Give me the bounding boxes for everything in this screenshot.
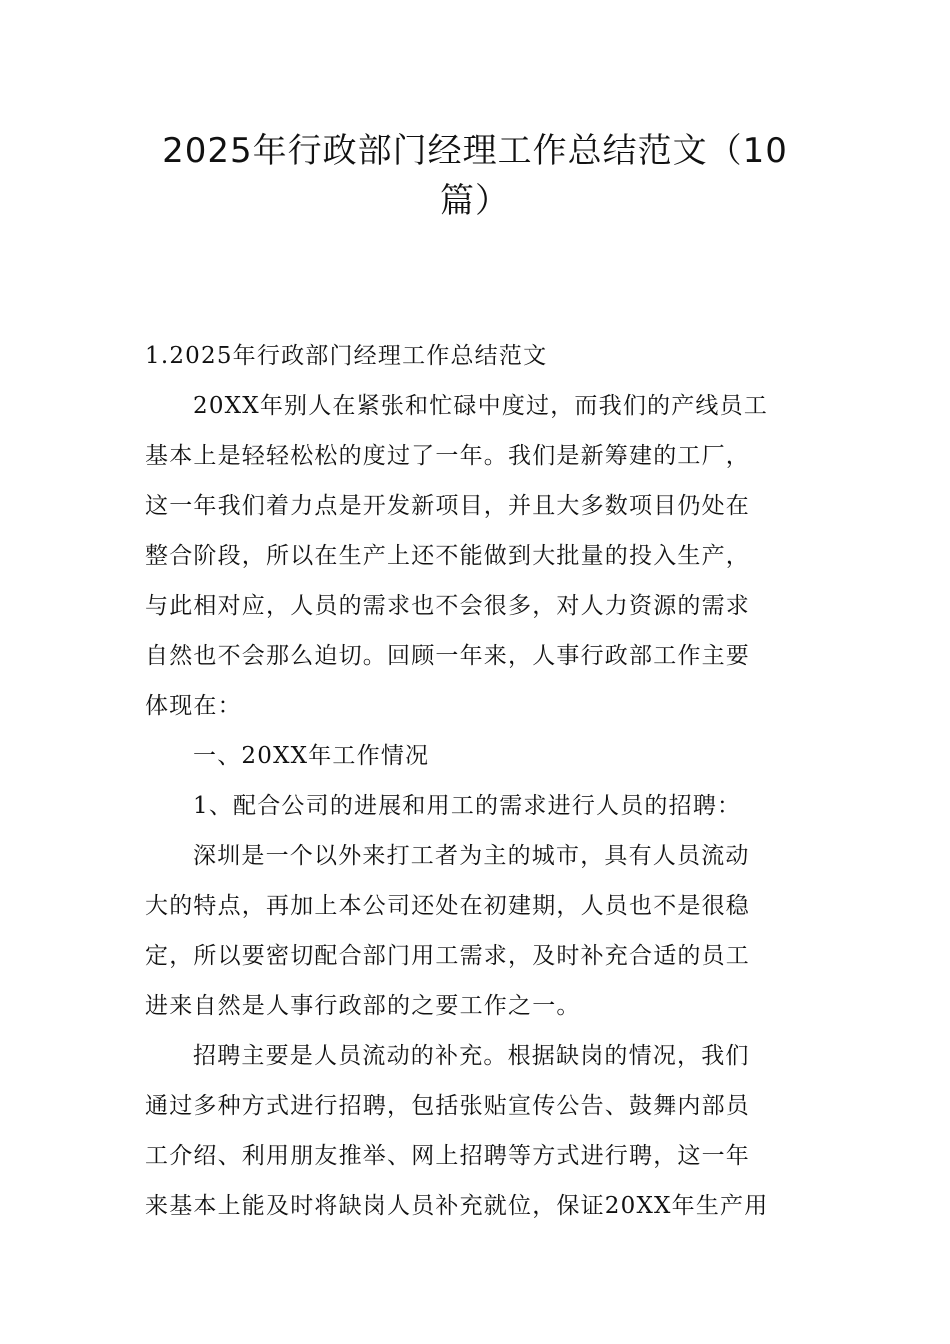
paragraph-line: 整合阶段，所以在生产上还不能做到大批量的投入生产， xyxy=(145,543,750,569)
paragraph-line: 20XX年别人在紧张和忙碌中度过，而我们的产线员工 xyxy=(193,393,769,419)
paragraph-line: 进来自然是人事行政部的之要工作之一。 xyxy=(145,993,581,1019)
paragraph-line: 基本上是轻轻松松的度过了一年。我们是新筹建的工厂， xyxy=(145,443,750,469)
document-title xyxy=(150,126,800,226)
paragraph-line: 深圳是一个以外来打工者为主的城市，具有人员流动 xyxy=(193,843,750,869)
title-line-2: 篇） xyxy=(440,181,510,221)
paragraph-line: 通过多种方式进行招聘，包括张贴宣传公告、鼓舞内部员 xyxy=(145,1093,750,1119)
paragraph-line: 工介绍、利用朋友推举、网上招聘等方式进行聘，这一年 xyxy=(145,1143,750,1169)
section-heading: 1.2025年行政部门经理工作总结范文 xyxy=(145,343,548,369)
paragraph-line: 自然也不会那么迫切。回顾一年来，人事行政部工作主要 xyxy=(145,643,750,669)
document-body xyxy=(145,331,810,1231)
paragraph-line: 这一年我们着力点是开发新项目，并且大多数项目仍处在 xyxy=(145,493,750,519)
paragraph-line: 体现在： xyxy=(145,693,242,719)
title-line-1: 2025年行政部门经理工作总结范文（10 xyxy=(162,131,788,171)
paragraph-line: 与此相对应，人员的需求也不会很多，对人力资源的需求 xyxy=(145,593,750,619)
subsection-heading: 一、20XX年工作情况 xyxy=(193,743,430,769)
subsection-heading: 1、配合公司的进展和用工的需求进行人员的招聘： xyxy=(193,793,742,819)
paragraph-line: 来基本上能及时将缺岗人员补充就位，保证20XX年生产用 xyxy=(145,1193,769,1219)
paragraph-line: 大的特点，再加上本公司还处在初建期，人员也不是很稳 xyxy=(145,893,750,919)
paragraph-line: 招聘主要是人员流动的补充。根据缺岗的情况，我们 xyxy=(193,1043,750,1069)
paragraph-line: 定，所以要密切配合部门用工需求，及时补充合适的员工 xyxy=(145,943,750,969)
